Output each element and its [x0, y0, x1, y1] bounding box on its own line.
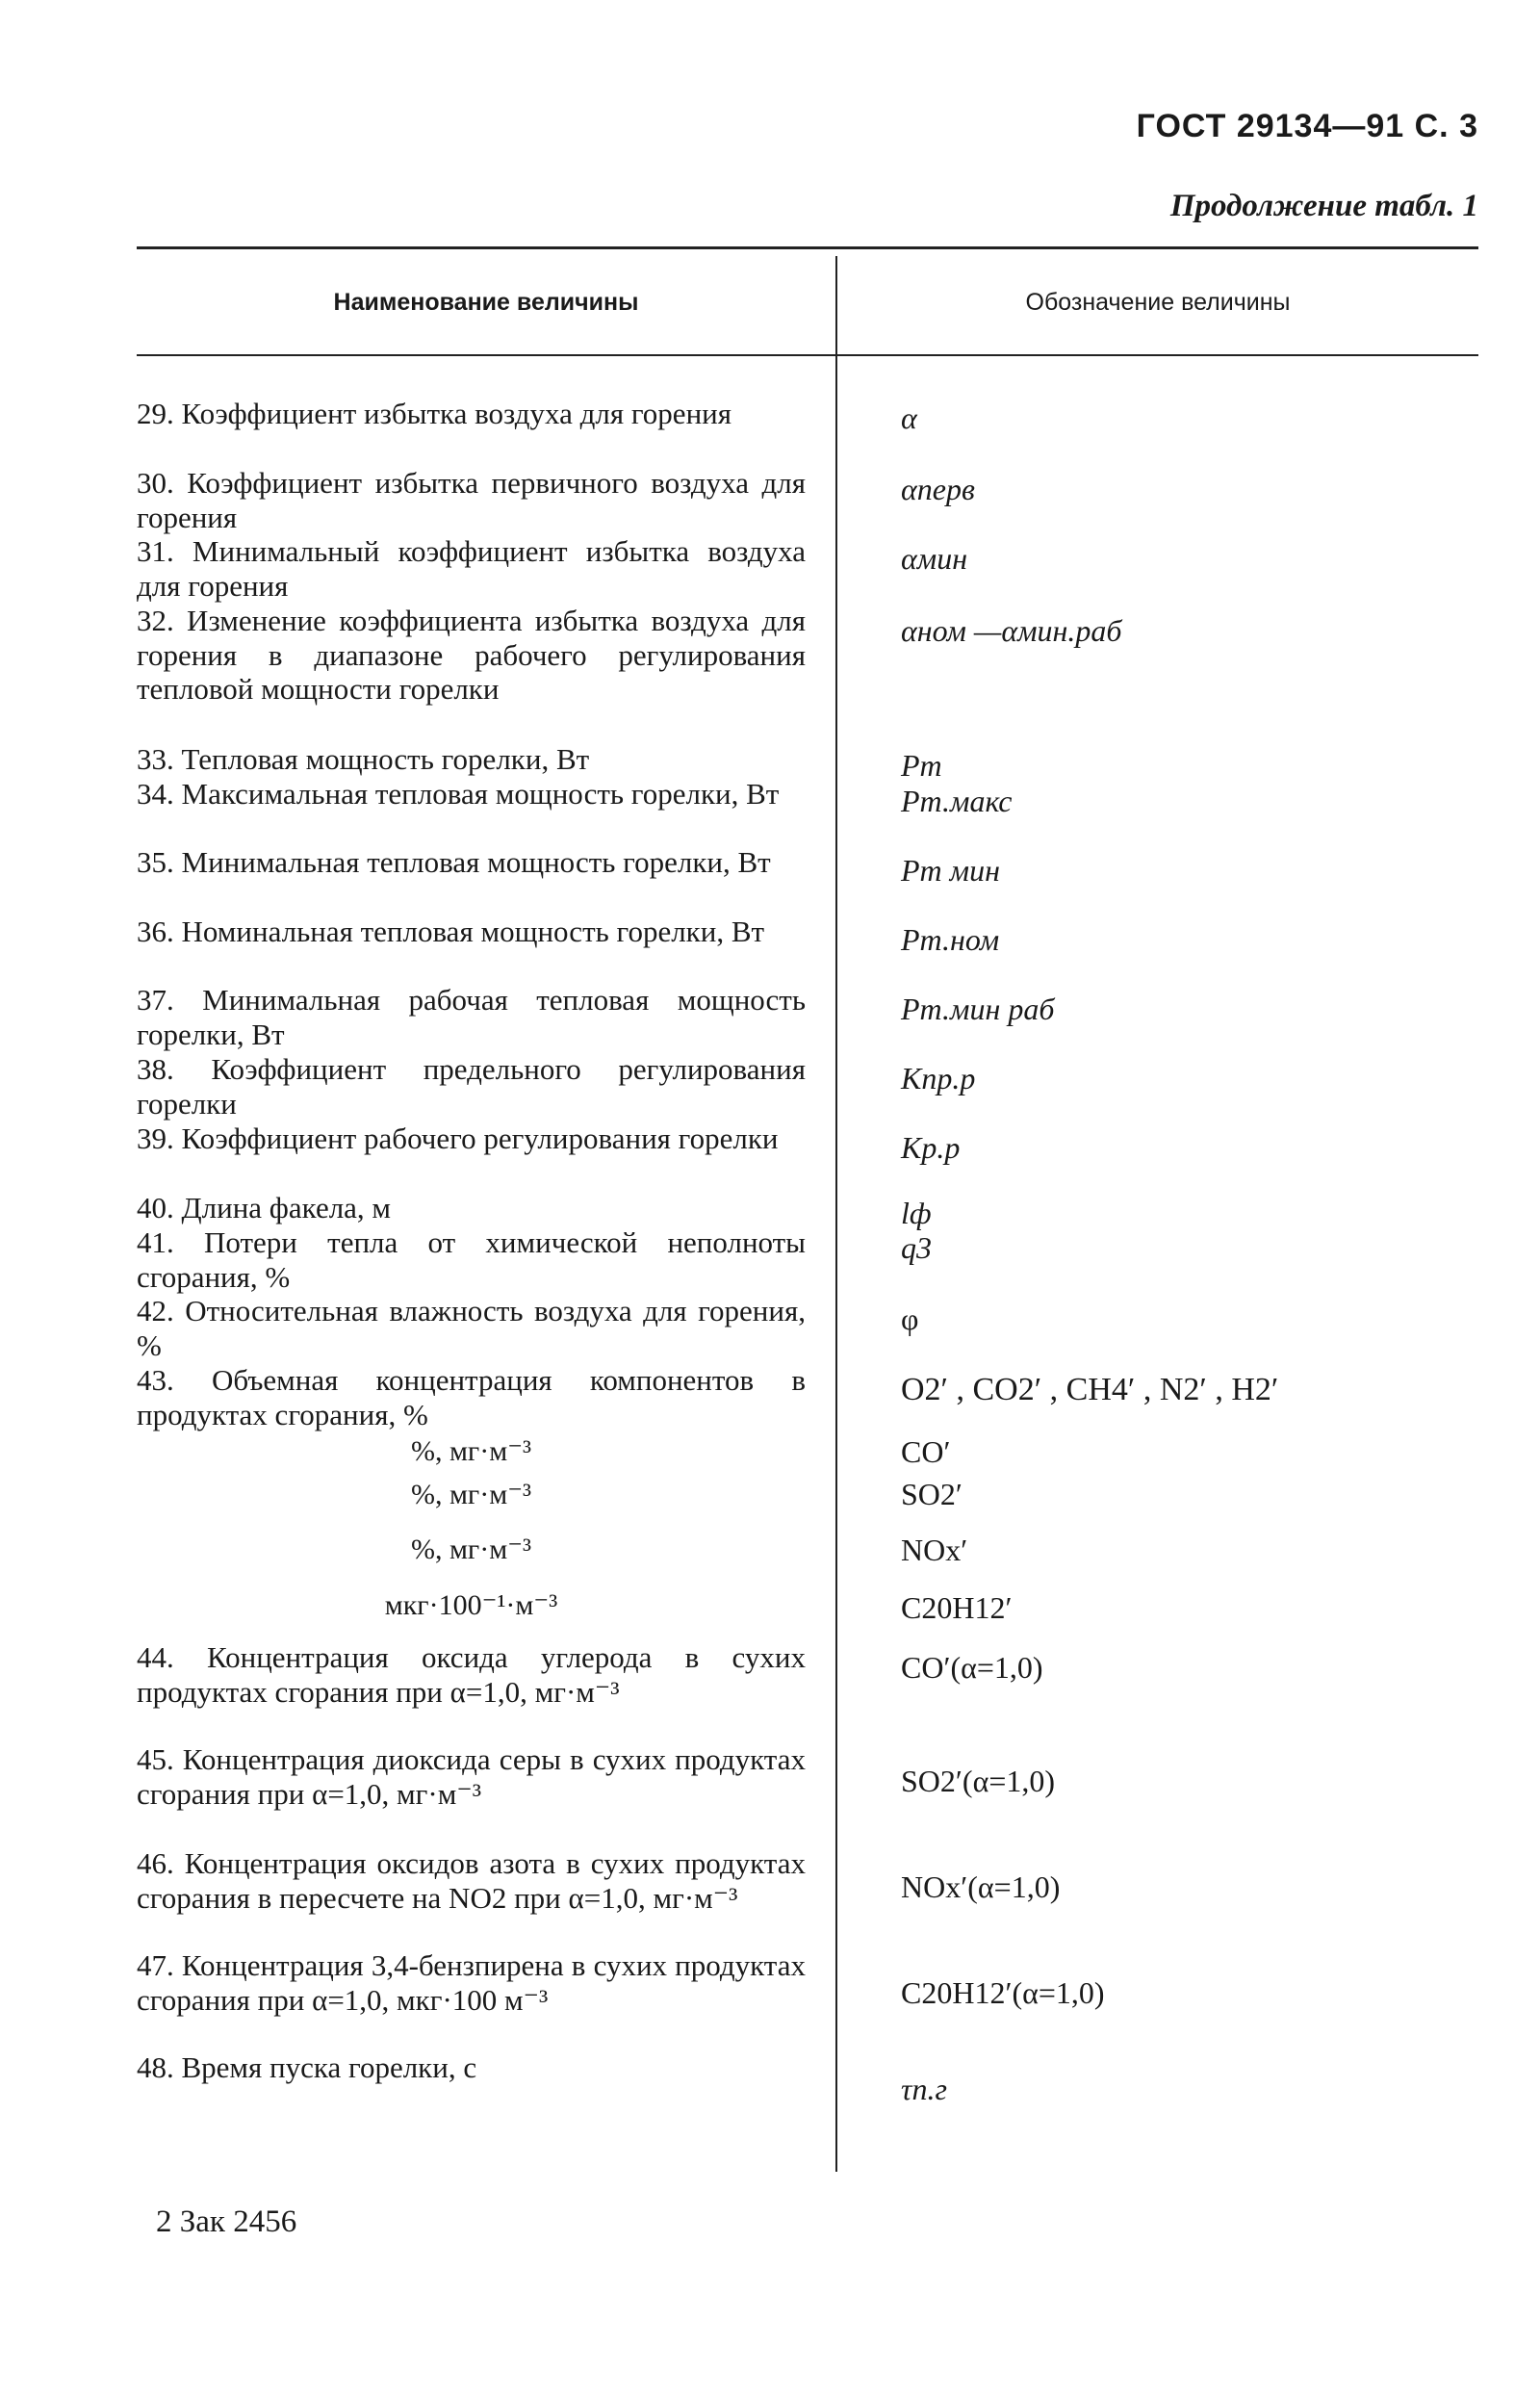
- table-row-symbol: lф: [901, 1196, 932, 1230]
- table-row-name: 39. Коэффициент рабочего регулирования горелки: [137, 1121, 779, 1155]
- table-row-symbol: Pт мин: [901, 853, 1000, 888]
- table-row-name: 31. Минимальный коэффициент избытка воздуха для горения: [137, 534, 806, 603]
- table-row-name: 42. Относительная влажность воздуха для горения, %: [137, 1294, 806, 1362]
- table-row-symbol: CO′(α=1,0): [901, 1650, 1043, 1685]
- table-row-name: 35. Минимальная тепловая мощность горелки, Вт: [137, 845, 771, 879]
- table-row-name: 43. Объемная концентрация компонентов в продуктах сгорания, %: [137, 1363, 806, 1431]
- table-row-symbol: O2′ , CO2′ , CH4′ , N2′ , H2′: [901, 1372, 1279, 1407]
- table-row-symbol: SO2′(α=1,0): [901, 1764, 1056, 1798]
- table-row-symbol: α: [901, 400, 917, 435]
- table-row-symbol: αном —αмин.раб: [901, 613, 1122, 648]
- table-row-symbol: CO′: [901, 1434, 951, 1469]
- table-row-symbol: NOx′: [901, 1533, 968, 1567]
- table-row-symbol: SO2′: [901, 1477, 962, 1511]
- table-row-symbol: αмин: [901, 541, 968, 576]
- table-row-name: 47. Концентрация 3,4-бензпирена в сухих продуктах сгорания при α=1,0, мкг·100 м⁻³: [137, 1948, 806, 2017]
- table-row-name: 34. Максимальная тепловая мощность горелки, Вт: [137, 777, 780, 811]
- table-row-name: 30. Коэффициент избытка первичного воздуха для горения: [137, 466, 806, 534]
- table-row-symbol: C20H12′: [901, 1590, 1013, 1625]
- table-row-name: 37. Минимальная рабочая тепловая мощность горелки, Вт: [137, 983, 806, 1051]
- table-row-symbol: Pт.макс: [901, 784, 1013, 818]
- table-row-unit: %, мг·м⁻³: [410, 1435, 532, 1467]
- page-header: ГОСТ 29134—91 С. 3: [1136, 108, 1478, 144]
- column-divider: [835, 256, 837, 2172]
- table-row-unit: %, мг·м⁻³: [410, 1479, 532, 1510]
- table-header-rule: [137, 354, 1478, 356]
- table-row-symbol: q3: [901, 1230, 932, 1265]
- table-continuation-label: Продолжение табл. 1: [1169, 189, 1478, 223]
- table-row-name: 33. Тепловая мощность горелки, Вт: [137, 742, 590, 776]
- print-order-note: 2 Зак 2456: [156, 2204, 297, 2239]
- table-row-name: 32. Изменение коэффициента избытка воздуха для горения в диапазоне рабочего регулирования тепловой мощности горелки: [137, 604, 806, 706]
- table-row-name: 41. Потери тепла от химической неполноты сгорания, %: [137, 1225, 806, 1294]
- table-row-symbol: Pт.мин раб: [901, 992, 1055, 1026]
- table-row-symbol: Kр.р: [901, 1130, 961, 1165]
- table-row-symbol: Pт.ном: [901, 922, 1000, 957]
- table-row-symbol: Pт: [901, 748, 942, 783]
- table-top-rule: [137, 246, 1478, 249]
- table-row-symbol: τп.г: [901, 2072, 947, 2106]
- col-header-symbol: Обозначение величины: [1025, 289, 1291, 316]
- table-row-name: 46. Концентрация оксидов азота в сухих продуктах сгорания в пересчете на NO2 при α=1,0, мг·м⁻³: [137, 1846, 806, 1915]
- table-row-name: 44. Концентрация оксида углерода в сухих продуктах сгорания при α=1,0, мг·м⁻³: [137, 1640, 806, 1709]
- table-row-symbol: Kпр.р: [901, 1061, 976, 1095]
- table-row-symbol: φ: [901, 1302, 919, 1336]
- table-row-symbol: NOx′(α=1,0): [901, 1869, 1061, 1904]
- col-header-name: Наименование величины: [333, 289, 639, 316]
- table-row-name: 29. Коэффициент избытка воздуха для горения: [137, 397, 732, 430]
- table-row-symbol: C20H12′(α=1,0): [901, 1975, 1105, 2010]
- table-row-name: 36. Номинальная тепловая мощность горелки, Вт: [137, 915, 765, 948]
- table-row-name: 45. Концентрация диоксида серы в сухих продуктах сгорания при α=1,0, мг·м⁻³: [137, 1742, 806, 1811]
- table-row-name: 38. Коэффициент предельного регулирования горелки: [137, 1052, 806, 1121]
- table-row-name: 48. Время пуска горелки, с: [137, 2050, 477, 2084]
- table-row-unit: %, мг·м⁻³: [410, 1534, 532, 1565]
- table-row-symbol: αперв: [901, 472, 975, 506]
- table-row-name: 40. Длина факела, м: [137, 1191, 392, 1224]
- table-row-unit: мкг·100⁻¹·м⁻³: [384, 1589, 558, 1621]
